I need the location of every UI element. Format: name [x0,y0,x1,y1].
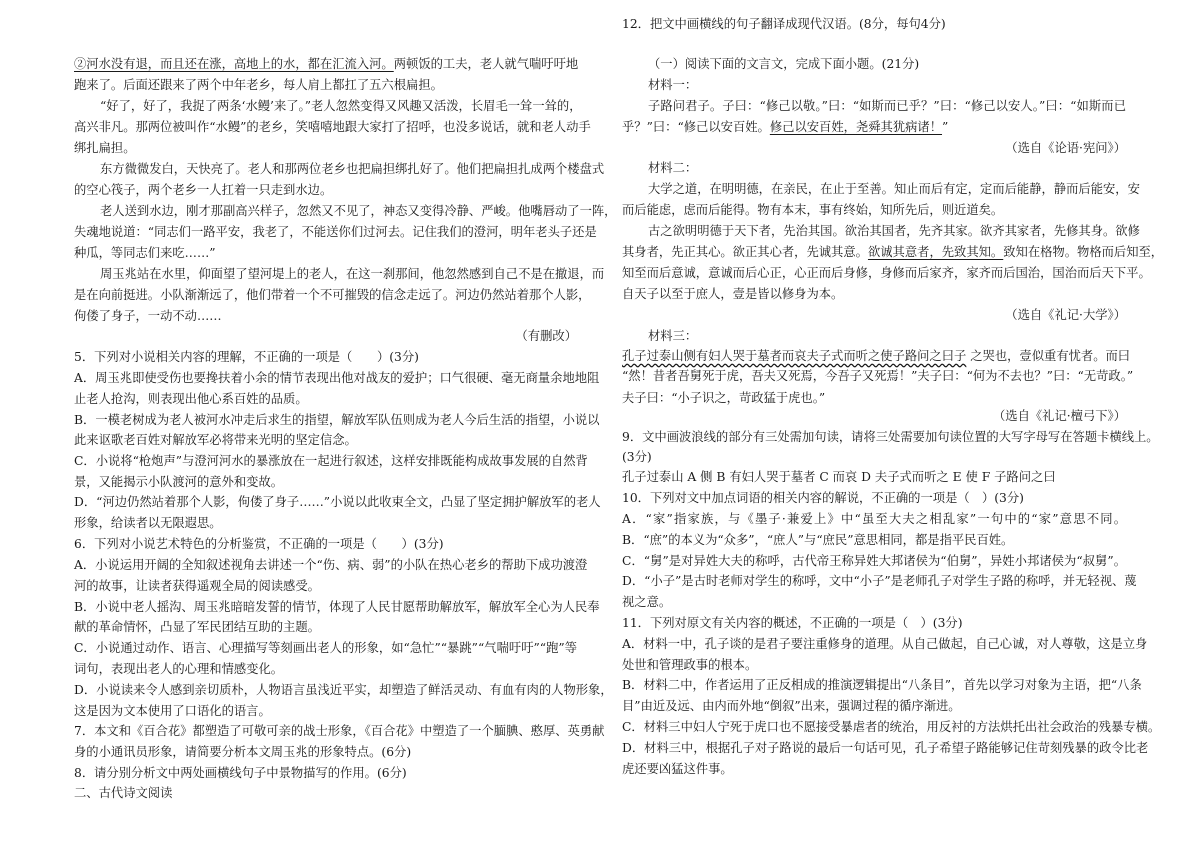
left-text-line: 跑来了。后面还跟来了两个中年老乡，每人肩上都扛了五六根扁担。 [74,78,443,92]
left-text-line: 失魂地说道：“同志们一路平安，我老了，不能送你们过河去。记住我们的澄河，明年老头子还是 [74,225,597,239]
left-text-line: 周玉兆站在水里，仰面望了望河堤上的老人，在这一刹那间，他忽然感到自己不是在撤退，而 [100,267,605,281]
right-text-line: “然！昔者吾舅死于虎，吾夫又死焉，今吾子又死焉！”夫子曰：“何为不去也？”曰：“无苛政。” [622,369,1134,383]
left-text-line: 6．下列对小说艺术特色的分析鉴赏，不正确的一项是（ ）(3分) [74,537,444,551]
left-text-line: A．周玉兆即使受伤也要搀扶着小余的情节表现出他对战友的爱护；口气很硬、毫无商量余地地阻 [74,371,600,385]
underlined-text: ②河水没有退，而且还在涨，高地上的水，都在汇流入河。 [74,57,394,71]
right-text-line: 视之意。 [622,595,672,609]
left-text-line: 高兴非凡。那两位被叫作“水鳗”的老乡，笑嘻嘻地跟大家打了招呼，也没多说话，就和老人动手 [74,120,591,134]
right-text-line: 10．下列对文中加点词语的相关内容的解说，不正确的一项是（ ）(3分) [622,491,1024,505]
right-text-line: 孔子过泰山侧有妇人哭于墓者而哀夫子式而听之使子路问之曰子 之哭也，壹似重有忧者。而曰 [622,349,1131,363]
left-text-line: 景，又能揭示小队渡河的意外和变故。 [74,475,284,489]
right-text-line: （一）阅读下面的文言文，完成下面小题。(21分) [648,57,920,71]
left-text-line: ②河水没有退，而且还在涨，高地上的水，都在汇流入河。两顿饭的工夫，老人就气喘吁吁地 [74,57,579,71]
right-text-line: 自天子以至于庶人，壹是皆以修身为本。 [622,287,844,301]
right-text-line: 而后能虑，虑而后能得。物有本末，事有终始，知所先后，则近道矣。 [622,203,1004,217]
left-text-line: 词句，表现出老人的心理和情感变化。 [74,662,284,676]
right-text-line: 9．文中画波浪线的部分有三处需加句读，请将三处需要加句读位置的大写字母写在答题卡横线上。 [622,430,1159,444]
left-text-line: 绑扎扁担。 [74,141,136,155]
left-text-line: A．小说运用开阔的全知叙述视角去讲述一个“伤、病、弱”的小队在热心老乡的帮助下成功渡澄 [74,558,588,572]
left-text-line: D．“河边仍然站着那个人影，佝偻了身子……”小说以此收束全文，凸显了坚定拥护解放军的老人 [74,495,601,509]
right-text-line: 目”由近及远、由内而外地“倒叙”出来，强调过程的循序渐进。 [622,699,961,713]
left-text-line: 是在向前挺进。小队渐渐远了，他们带着一个不可摧毁的信念走远了。河边仍然站着那个人影， [74,288,591,302]
underlined-text: 欲诚其意者，先致其知。 [867,245,1004,259]
left-text-line: 7．本文和《百合花》都塑造了可敬可亲的战士形象，《百合花》中塑造了一个腼腆、憨厚、英勇献 [74,724,605,738]
right-text-line: 材料二： [648,161,698,175]
left-text-line: B．一模老树成为老人被河水冲走后求生的指望，解放军队伍则成为老人今后生活的指望，小说以 [74,413,600,427]
right-text-line: C．材料三中妇人宁死于虎口也不愿接受暴虐者的统治，用反衬的方法烘托出社会政治的残暴专横。 [622,720,1161,734]
left-text-line: （有删改） [515,329,577,343]
right-text-line: 虎还要凶猛这件事。 [622,762,733,776]
right-text-line: A．材料一中，孔子谈的是君子要注重修身的道理。从自己做起，自己心诚，对人尊敬，这是立身 [622,637,1148,651]
left-text-line: “好了，好了，我捉了两条‘水鳗’来了。”老人忽然变得又风趣又活泼，长眉毛一耸一耸的， [100,99,582,113]
left-text-line: 种瓜，等同志们来吃……” [74,246,216,260]
left-text-line: 这是因为文本使用了口语化的语言。 [74,704,271,718]
right-text-line: C．“舅”是对异姓大夫的称呼，古代帝王称异姓大邦诸侯为“伯舅”，异姓小邦诸侯为“叔舅”。 [622,554,1126,568]
wavy-underlined-text: 孔子过泰山侧有妇人哭于墓者而哀夫子式而听之使子路问之曰子 [622,349,967,363]
left-text-line: 二、古代诗文阅读 [74,786,173,800]
left-text-line: C．小说将“枪炮声”与澄河河水的暴涨放在一起进行叙述，这样安排既能构成故事发展的自然背 [74,454,588,468]
left-text-line: 止老人抢沟，则表现出他心系百姓的品质。 [74,392,308,406]
right-text-line: 11．下列对原文有关内容的概述，不正确的一项是（ ）(3分) [622,616,963,630]
right-text-line: （选自《礼记·大学》） [1005,308,1126,322]
right-text-line: 孔子过泰山 A 侧 B 有妇人哭于墓者 C 而哀 D 夫子式而听之 E 使 F 子路问之曰 [622,470,1056,484]
left-text-line: B．小说中老人摇沟、周玉兆暗暗发誓的情节，体现了人民甘愿帮助解放军，解放军全心为人民奉 [74,600,600,614]
left-text-line: 佝偻了身子，一动不动…… [74,309,222,323]
right-text-line: (3分) [622,450,652,464]
left-text-line: D．小说读来令人感到亲切质朴，人物语言虽浅近平实，却塑造了鲜活灵动、有血有肉的人物形象， [74,683,613,697]
left-text-line: 东方微微发白，天快亮了。老人和那两位老乡也把扁担绑扎好了。他们把扁担扎成两个楼盘式 [100,162,605,176]
right-text-line: （选自《礼记·檀弓下》） [992,409,1126,423]
right-text-line: 子路问君子。子曰：“修己以敬。”曰：“如斯而已乎？”曰：“修己以安人。”曰：“如斯而已 [648,99,1126,113]
left-text-line: 8．请分别分析文中两处画横线句子中景物描写的作用。(6分) [74,766,407,780]
left-text-line: 形象，给读者以无限遐思。 [74,516,222,530]
right-text-line: A．“家”指家族，与《墨子·兼爱上》中“虽至大夫之相乱家”一句中的“家”意思不同。 [622,512,1126,526]
right-text-line: 知至而后意诚，意诚而后心正，心正而后身修，身修而后家齐，家齐而后国治，国治而后天下平。 [622,266,1151,280]
right-text-line: 12．把文中画横线的句子翻译成现代汉语。(8分，每句4分) [622,17,946,31]
right-text-line: D．材料三中，根据孔子对子路说的最后一句话可见，孔子希望子路能够记住苛刻残暴的政令比老 [622,741,1149,755]
right-text-line: 其身者，先正其心。欲正其心者，先诚其意。欲诚其意者，先致其知。致知在格物。物格而后知至， [622,245,1164,259]
right-text-line: D．“小子”是古时老师对学生的称呼，文中“小子”是老师孔子对学生子路的称呼，并无轻视、蔑 [622,574,1137,588]
right-text-line: （选自《论语·宪问》） [1005,141,1126,155]
left-text-line: C．小说通过动作、语言、心理描写等刻画出老人的形象，如“急忙”“暴跳”“气喘吁吁”“跑”等 [74,641,577,655]
right-text-line: 乎？”曰：“修己以安百姓。修己以安百姓，尧舜其犹病诸！” [622,120,949,134]
right-text-line: 材料三： [648,329,698,343]
underlined-text: 修己以安百姓，尧舜其犹病诸！ [769,120,943,134]
right-text-line: B．“庶”的本义为“众多”，“庶人”与“庶民”意思相同，都是指平民百姓。 [622,533,1014,547]
left-text-line: 的空心筏子，两个老乡一人扛着一只走到水边。 [74,183,333,197]
right-text-line: 大学之道，在明明德，在亲民，在止于至善。知止而后有定，定而后能静，静而后能安，安 [648,182,1140,196]
left-text-line: 身的小通讯员形象，请简要分析本文周玉兆的形象特点。(6分) [74,745,412,759]
right-text-line: 古之欲明明德于天下者，先治其国。欲治其国者，先齐其家。欲齐其家者，先修其身。欲修 [648,224,1140,238]
left-text-line: 此来讴歌老百姓对解放军必将带来光明的坚定信念。 [74,433,357,447]
right-text-line: 材料一： [648,78,698,92]
left-text-line: 5．下列对小说相关内容的理解，不正确的一项是（ ）(3分) [74,350,419,364]
right-text-line: 处世和管理政事的根本。 [622,658,758,672]
left-text-line: 老人送到水边，刚才那副高兴样子，忽然又不见了，神态又变得冷静、严峻。他嘴唇动了一阵， [100,204,617,218]
right-text-line: B．材料二中，作者运用了正反相成的推演逻辑提出“八条目”，首先以学习对象为主语，把“八条 [622,678,1142,692]
right-text-line: 夫子曰：“小子识之，苛政猛于虎也。” [622,391,826,405]
left-text-line: 献的革命情怀，凸显了军民团结互助的主题。 [74,620,320,634]
left-text-line: 河的故事，让读者获得遥观全局的阅读感受。 [74,579,320,593]
